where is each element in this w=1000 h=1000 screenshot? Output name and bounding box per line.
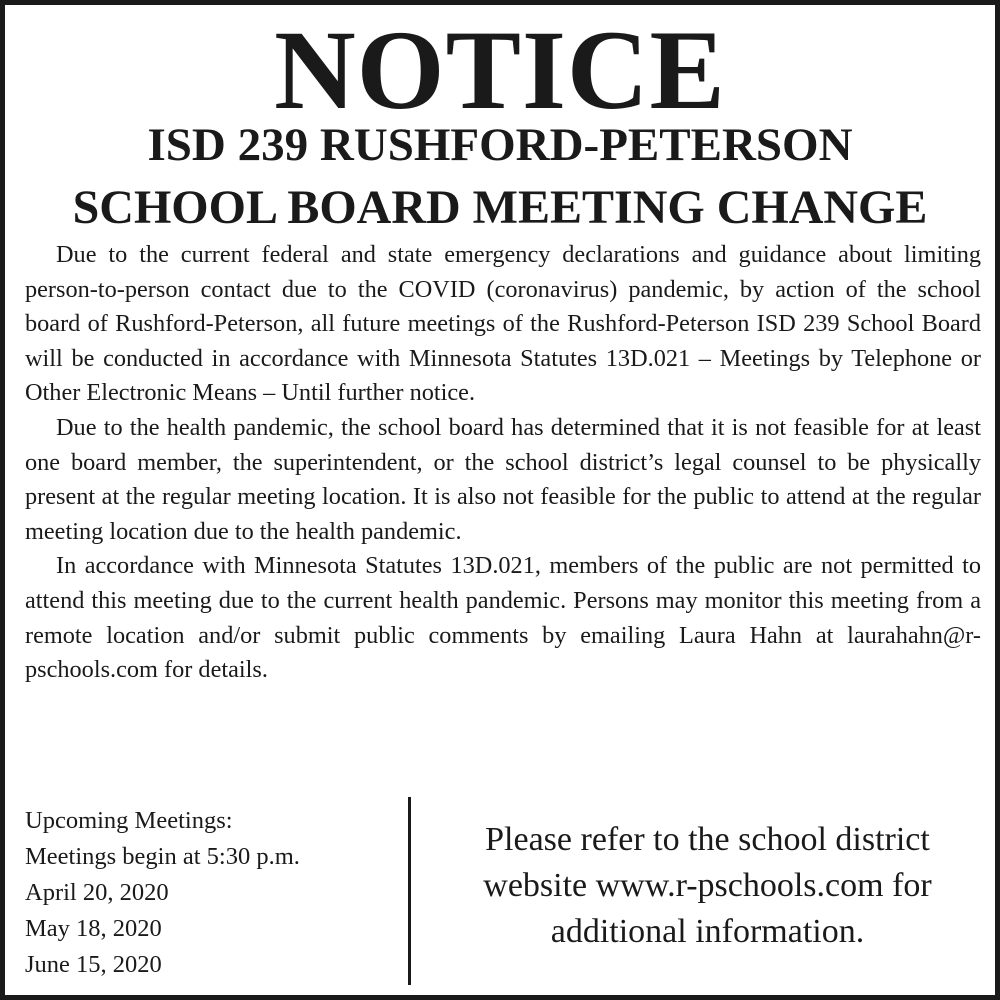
upcoming-meetings [25,803,395,983]
notice-body [25,238,981,688]
refer-website-note [425,817,990,955]
meeting-date: May 18, 2020 [25,915,162,942]
body-paragraph: Due to the current federal and state emergency declarations and guidance about limiting person-to-person contact due to the COVID (coronavirus) pandemic, by action of the school board of Rushford-Peterson, all future meetings of the Rushford-Peterson ISD 239 School Board will be conducted in accordance with Minnesota Statutes 13D.021 – Meetings by Telephone or Other Electronic Means – Until further notice. [25,241,981,407]
notice-title: NOTICE [274,8,726,133]
meeting-date: June 15, 2020 [25,951,162,978]
meetings-start-time: Meetings begin at 5:30 p.m. [25,843,300,870]
refer-line: additional information. [550,913,865,950]
body-paragraph: In accordance with Minnesota Statutes 13D.021, members of the public are not permitted to attend this meeting due to the current health pandemic. Persons may monitor this meeting from a remote location and/or submit public comments by emailing Laura Hahn at laurahahn@r-pschools.com for details. [25,552,981,684]
meeting-date: April 20, 2020 [25,879,169,906]
body-paragraph: Due to the health pandemic, the school board has determined that it is not feasible for at least one board member, the superintendent, or the school district’s legal counsel to be physically present at the regular meeting location. It is also not feasible for the public to attend at the regular meeting location due to the health pandemic. [25,413,981,545]
meetings-heading: Upcoming Meetings: [25,807,233,834]
district-name: ISD 239 RUSHFORD-PETERSON [147,119,853,171]
notice-subject: SCHOOL BOARD MEETING CHANGE [72,181,928,234]
column-divider [408,797,411,985]
refer-line: website www.r-pschools.com for [483,867,932,904]
refer-line: Please refer to the school district [485,821,930,858]
